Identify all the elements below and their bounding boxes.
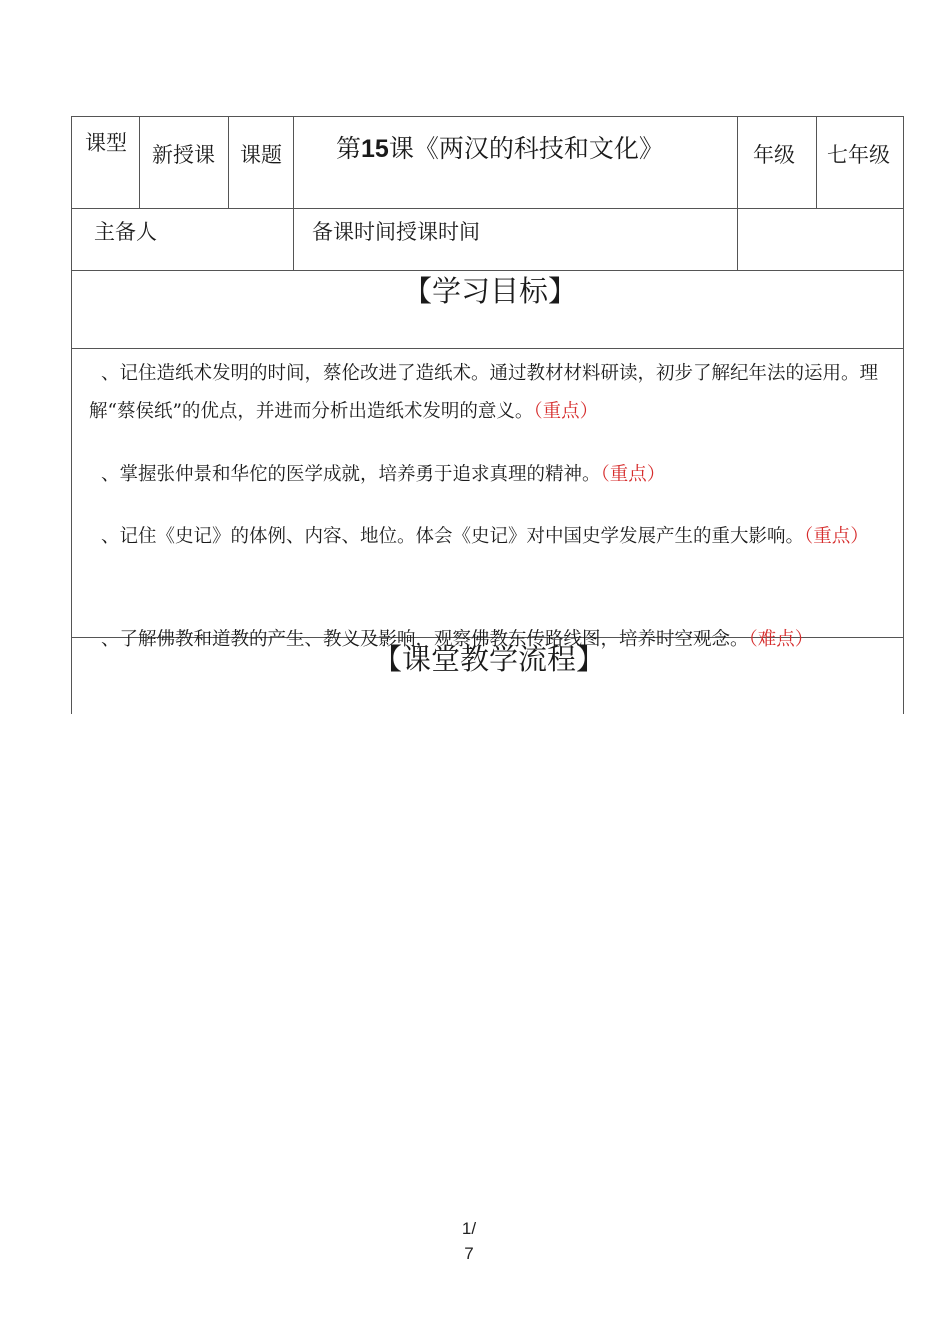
objective-tag: （重点） — [804, 526, 869, 547]
lesson-type-label: 课型 — [85, 131, 127, 155]
teaching-flow-heading: 【课堂教学流程】 — [373, 642, 606, 676]
objective-tag: （难点） — [748, 629, 814, 650]
col-divider-4 — [737, 116, 738, 270]
page-number — [454, 1216, 484, 1266]
objective-text: 、记住《史记》的体例、内容、地位。体会《史记》对中国史学发展产生的重大影响。 — [101, 526, 805, 547]
grade-label: 年级 — [753, 143, 795, 167]
table-border-left — [71, 116, 72, 714]
lesson-title-number: 15 — [361, 135, 389, 163]
objective-tag: （重点） — [600, 464, 666, 485]
lesson-title-prefix: 第 — [336, 134, 362, 163]
table-row-divider-1 — [71, 208, 904, 209]
objective-item — [80, 518, 892, 556]
preparer-label: 主备人 — [94, 220, 157, 244]
col-divider-1 — [139, 116, 140, 208]
objective-item — [89, 355, 889, 431]
page-current: 1/ — [461, 1219, 477, 1238]
objectives-heading: 【学习目标】 — [403, 274, 578, 308]
table-border-top — [71, 116, 904, 117]
grade-value: 七年级 — [827, 143, 890, 167]
objective-text: 、了解佛教和道教的产生、教义及影响，观察佛教东传路线图，培养时空观念。 — [101, 629, 749, 650]
col-divider-5 — [816, 116, 817, 208]
prep-time-label: 备课时间授课时间 — [312, 220, 480, 244]
lesson-type-value: 新授课 — [152, 143, 215, 167]
col-divider-2 — [228, 116, 229, 208]
objective-text: 、掌握张仲景和华佗的医学成就，培养勇于追求真理的精神。 — [101, 464, 601, 485]
page-total: 7 — [464, 1244, 474, 1263]
objective-item — [101, 456, 891, 494]
topic-label: 课题 — [240, 143, 282, 167]
objectives-list — [73, 349, 903, 650]
table-row-divider-2 — [71, 270, 904, 271]
objective-tag: （重点） — [533, 401, 599, 422]
col-divider-3 — [293, 116, 294, 270]
lesson-title — [336, 134, 664, 164]
objective-text: 、记住造纸术发明的时间，蔡伦改进了造纸术。通过教材材料研读，初步了解纪年法的运用。理解“蔡侯纸”的优点，并进而分析出造纸术发明的意义。 — [89, 363, 879, 422]
lesson-title-suffix: 课《两汉的科技和文化》 — [388, 134, 664, 163]
table-border-right — [903, 116, 904, 714]
